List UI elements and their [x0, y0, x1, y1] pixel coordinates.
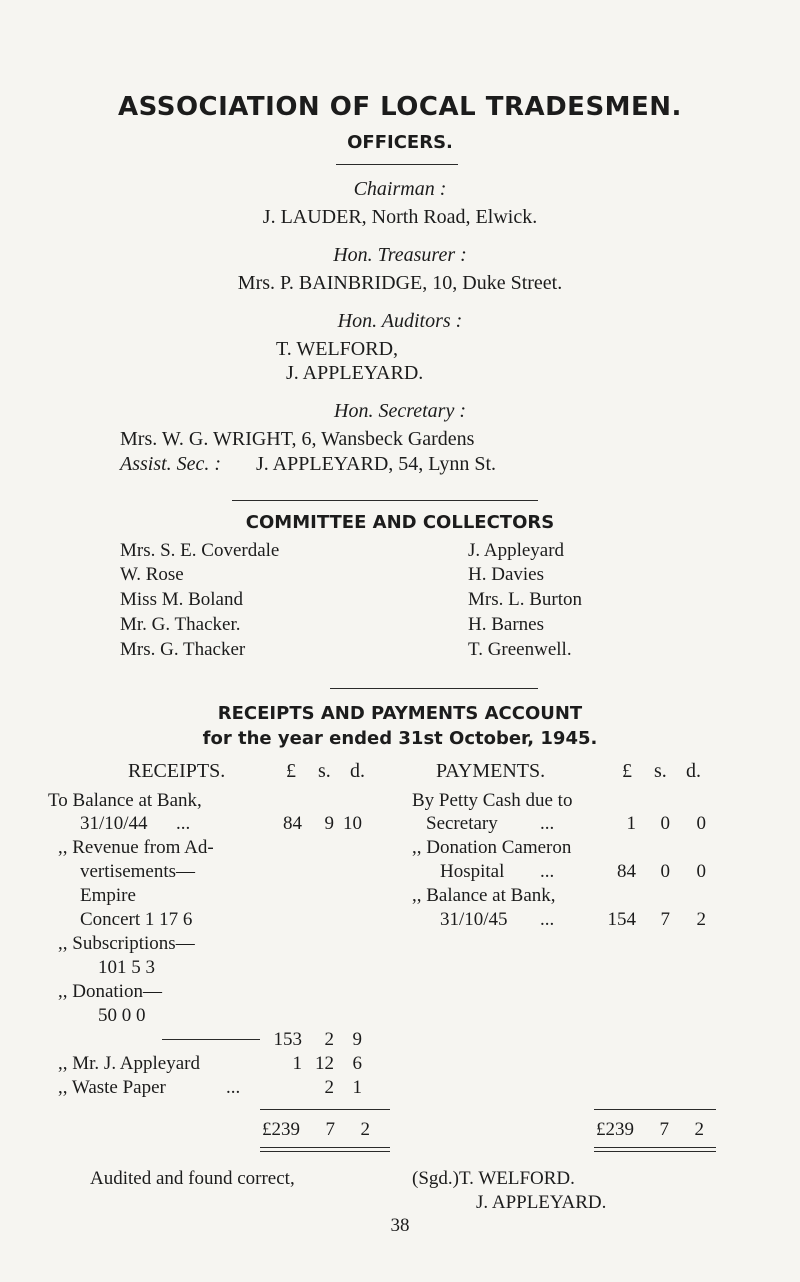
leader-dots: ...	[540, 909, 555, 930]
receipt-line: 50 0 0	[98, 1005, 146, 1026]
secretary-label: Hon. Secretary :	[334, 400, 466, 422]
payment-line: Secretary	[426, 813, 498, 834]
account-heading: RECEIPTS AND PAYMENTS ACCOUNT	[217, 703, 583, 724]
treasurer-label: Hon. Treasurer :	[333, 244, 467, 266]
amount-pounds: 84	[617, 861, 636, 882]
amount-pence: 2	[696, 909, 706, 930]
divider	[232, 500, 538, 501]
divider	[330, 688, 538, 689]
payments-total: £239 7 2	[596, 1119, 704, 1140]
signature-line: (Sgd.)T. WELFORD.	[412, 1168, 575, 1189]
page-title: ASSOCIATION OF LOCAL TRADESMEN.	[118, 92, 682, 122]
payment-line: ,, Balance at Bank,	[412, 885, 556, 906]
amount-shillings: 2	[324, 1029, 334, 1050]
receipt-line: Empire	[80, 885, 136, 906]
col-pound: £	[622, 760, 632, 782]
receipt-line: ,, Donation—	[58, 981, 162, 1002]
committee-member: Mr. G. Thacker.	[120, 614, 241, 635]
amount-shillings: 0	[660, 861, 670, 882]
treasurer-name: Mrs. P. BAINBRIDGE, 10, Duke Street.	[237, 272, 563, 294]
committee-member: H. Davies	[468, 564, 544, 585]
account-subheading: for the year ended 31st October, 1945.	[202, 728, 598, 749]
audit-statement: Audited and found correct,	[90, 1168, 295, 1189]
amount-pence: 6	[352, 1053, 362, 1074]
amount-pence: 10	[343, 813, 362, 834]
amount-pence: 0	[696, 861, 706, 882]
col-shillings: s.	[654, 760, 667, 782]
amount-pence: 9	[352, 1029, 362, 1050]
col-pence: d.	[686, 760, 701, 782]
amount-shillings: 0	[660, 813, 670, 834]
committee-member: J. Appleyard	[468, 540, 565, 561]
committee-member: Mrs. L. Burton	[468, 589, 582, 610]
amount-shillings: 2	[324, 1077, 334, 1098]
amount-pounds: 84	[283, 813, 302, 834]
leader-dots: ...	[176, 813, 191, 834]
chairman-name: J. LAUDER, North Road, Elwick.	[262, 206, 538, 228]
committee-member: Miss M. Boland	[120, 589, 243, 610]
assist-label: Assist. Sec. :	[120, 453, 222, 475]
receipt-line: To Balance at Bank,	[48, 790, 202, 811]
page-number: 38	[390, 1215, 410, 1236]
col-pence: d.	[350, 760, 365, 782]
assist-name: J. APPLEYARD, 54, Lynn St.	[256, 453, 497, 475]
payments-header: PAYMENTS.	[436, 760, 546, 782]
committee-member: H. Barnes	[468, 614, 544, 635]
auditor-name: J. APPLEYARD.	[286, 362, 424, 384]
col-pound: £	[286, 760, 296, 782]
double-rule	[260, 1147, 390, 1152]
col-shillings: s.	[318, 760, 331, 782]
auditors-label: Hon. Auditors :	[337, 310, 463, 332]
signature-line: J. APPLEYARD.	[476, 1192, 607, 1213]
chairman-label: Chairman :	[353, 178, 447, 200]
double-rule	[594, 1147, 716, 1152]
payment-line: 31/10/45	[440, 909, 508, 930]
payment-line: ,, Donation Cameron	[412, 837, 572, 858]
total-rule	[260, 1109, 390, 1110]
receipt-line: ,, Waste Paper	[58, 1077, 166, 1098]
amount-pence: 1	[352, 1077, 362, 1098]
amount-pounds: 153	[273, 1029, 302, 1050]
payment-line: Hospital	[440, 861, 505, 882]
amount-shillings: 7	[660, 909, 670, 930]
committee-member: Mrs. G. Thacker	[120, 639, 246, 660]
amount-shillings: 9	[324, 813, 334, 834]
amount-pounds: 154	[607, 909, 636, 930]
amount-pounds: 1	[292, 1053, 302, 1074]
amount-shillings: 12	[315, 1053, 334, 1074]
receipt-line: vertisements—	[80, 861, 196, 882]
amount-pounds: 1	[626, 813, 636, 834]
receipt-line: ,, Subscriptions—	[58, 933, 195, 954]
receipts-header: RECEIPTS.	[128, 760, 226, 782]
committee-heading: COMMITTEE AND COLLECTORS	[245, 512, 555, 533]
leader-dots: ...	[540, 861, 555, 882]
receipt-line: 31/10/44	[80, 813, 148, 834]
amount-pence: 0	[696, 813, 706, 834]
leader-dots: ...	[226, 1077, 241, 1098]
receipt-line: Concert 1 17 6	[80, 909, 193, 930]
committee-member: Mrs. S. E. Coverdale	[120, 540, 280, 561]
divider	[336, 164, 458, 165]
officers-heading: OFFICERS.	[347, 132, 453, 153]
auditor-name: T. WELFORD,	[276, 338, 399, 360]
payment-line: By Petty Cash due to	[412, 790, 573, 811]
leader-dots: ...	[540, 813, 555, 834]
secretary-name: Mrs. W. G. WRIGHT, 6, Wansbeck Gardens	[120, 428, 475, 450]
receipt-line: ,, Mr. J. Appleyard	[58, 1053, 200, 1074]
committee-member: T. Greenwell.	[468, 639, 572, 660]
committee-member: W. Rose	[120, 564, 184, 585]
total-rule	[594, 1109, 716, 1110]
receipt-line: 101 5 3	[98, 957, 155, 978]
subtotal-rule	[162, 1039, 260, 1040]
receipt-line: ,, Revenue from Ad-	[58, 837, 214, 858]
receipts-total: £239 7 2	[262, 1119, 370, 1140]
